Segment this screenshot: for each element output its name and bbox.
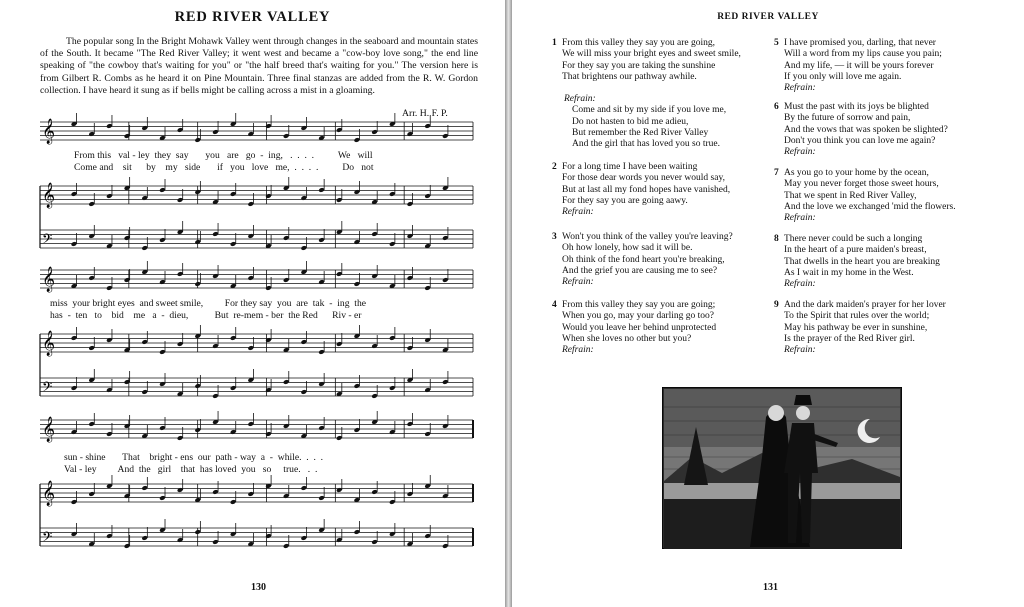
right-page-title: RED RIVER VALLEY: [717, 12, 819, 22]
refrain-block: Refrain: Come and sit by my side if you love me, Do not hasten to bid me adieu, But remember the Red River Valley And the girl that has loved you so true.: [564, 94, 727, 150]
book-spine: [505, 0, 512, 607]
right-page: [512, 0, 1024, 607]
svg-text:𝄞: 𝄞: [42, 331, 56, 356]
svg-text:𝄢: 𝄢: [42, 529, 53, 548]
arranger-credit: Arr. H. F. P.: [402, 108, 448, 119]
verse-5: 5 I have promised you, darling, that never Will a word from my lips cause you pain; And my life, — it will be yours forever If you only will love me again. Refrain:: [774, 38, 942, 94]
svg-text:𝄞: 𝄞: [42, 183, 56, 208]
lyric-line: From this val - ley they say you are go - ing, . . . . We will: [74, 150, 373, 161]
svg-text:𝄞: 𝄞: [42, 119, 56, 144]
verse-8: 8 There never could be such a longing In the heart of a pure maiden's breast, That dwells in the heart you are breaking As I wait in my home in the West. Refrain:: [774, 234, 940, 290]
verse-9: 9 And the dark maiden's prayer for her lover To the Spirit that rules over the world; May his pathway be ever in sunshine, Is the prayer of the Red River girl. Refrain:: [774, 300, 946, 356]
svg-text:𝄢: 𝄢: [42, 231, 53, 250]
music-staff: [40, 519, 473, 549]
lyric-line: miss your bright eyes and sweet smile, For they say you are tak - ing the: [50, 298, 367, 309]
lyric-line: has - ten to bid me a - dieu, But re-mem - ber the Red Riv - er: [50, 310, 362, 321]
page-number-left: 130: [251, 582, 266, 593]
verse-6: 6 Must the past with its joys be blighted By the future of sorrow and pain, And the vows that was spoken be slighted? Don't you think you can love me again? Refrain:: [774, 102, 948, 158]
verse-7: 7 As you go to your home by the ocean, May you never forget those sweet hours, That we spent in Red River Valley, And the love we exchanged 'mid the flowers. Refrain:: [774, 168, 956, 224]
music-staff: [40, 475, 473, 506]
svg-text:𝄞: 𝄞: [42, 267, 56, 292]
page-number-right: 131: [763, 582, 778, 593]
verse-1: 1 From this valley they say you are going, We will miss your bright eyes and sweet smile, For they say you are taking the sunshine That brightens our pathway awhile.: [552, 38, 741, 82]
svg-text:𝄞: 𝄞: [42, 417, 56, 442]
verse-3: 3 Won't you think of the valley you're leaving? Oh how lonely, how sad it will be. Oh think of the fond heart you're breaking, And the grief you are causing me to see? Refrain:: [552, 232, 733, 288]
intro-paragraph: The popular song In the Bright Mohawk Valley went through changes in the seaboard and mountain states of the South. It became "The Red River Valley; it went west and became a "cow-boy love song," the end line speaking of "the cowboy that's waiting for you" or "the half breed that's waiting for you." The version here is from Gilbert R. Combs as he heard it on Pine Mountain. Three final stanzas are added from the R. W. Gordon collection. I have heard it sung as if bells might be calling across a mist in a gloaming.: [40, 36, 478, 96]
music-staff: [40, 369, 473, 399]
verse-2: 2 For a long time I have been waiting For those dear words you never would say, But at last all my fond hopes have vanished, For they say you are going aawy. Refrain:: [552, 162, 731, 218]
verse-4: 4 From this valley they say you are going; When you go, may your darling go too? Would you leave her behind unprotected When she loves no other but you? Refrain:: [552, 300, 717, 356]
svg-text:𝄞: 𝄞: [42, 481, 56, 506]
music-staff: [40, 261, 473, 292]
music-staff: [40, 411, 473, 442]
music-staff: [40, 177, 473, 208]
lyric-line: Come and sit by my side if you love me, . . . . Do not: [74, 162, 374, 173]
left-page: [0, 0, 505, 607]
couple-engraving-illustration: [662, 387, 902, 549]
left-page-title: RED RIVER VALLEY: [174, 9, 331, 25]
lyric-line: sun - shine That bright - ens our path - way a - while. . . .: [64, 452, 324, 463]
music-staff: [40, 325, 473, 356]
svg-text:𝄢: 𝄢: [42, 379, 53, 398]
music-staff: [40, 113, 473, 144]
lyric-line: Val - ley And the girl that has loved you so true. . .: [64, 464, 318, 475]
music-staff: [40, 221, 473, 251]
